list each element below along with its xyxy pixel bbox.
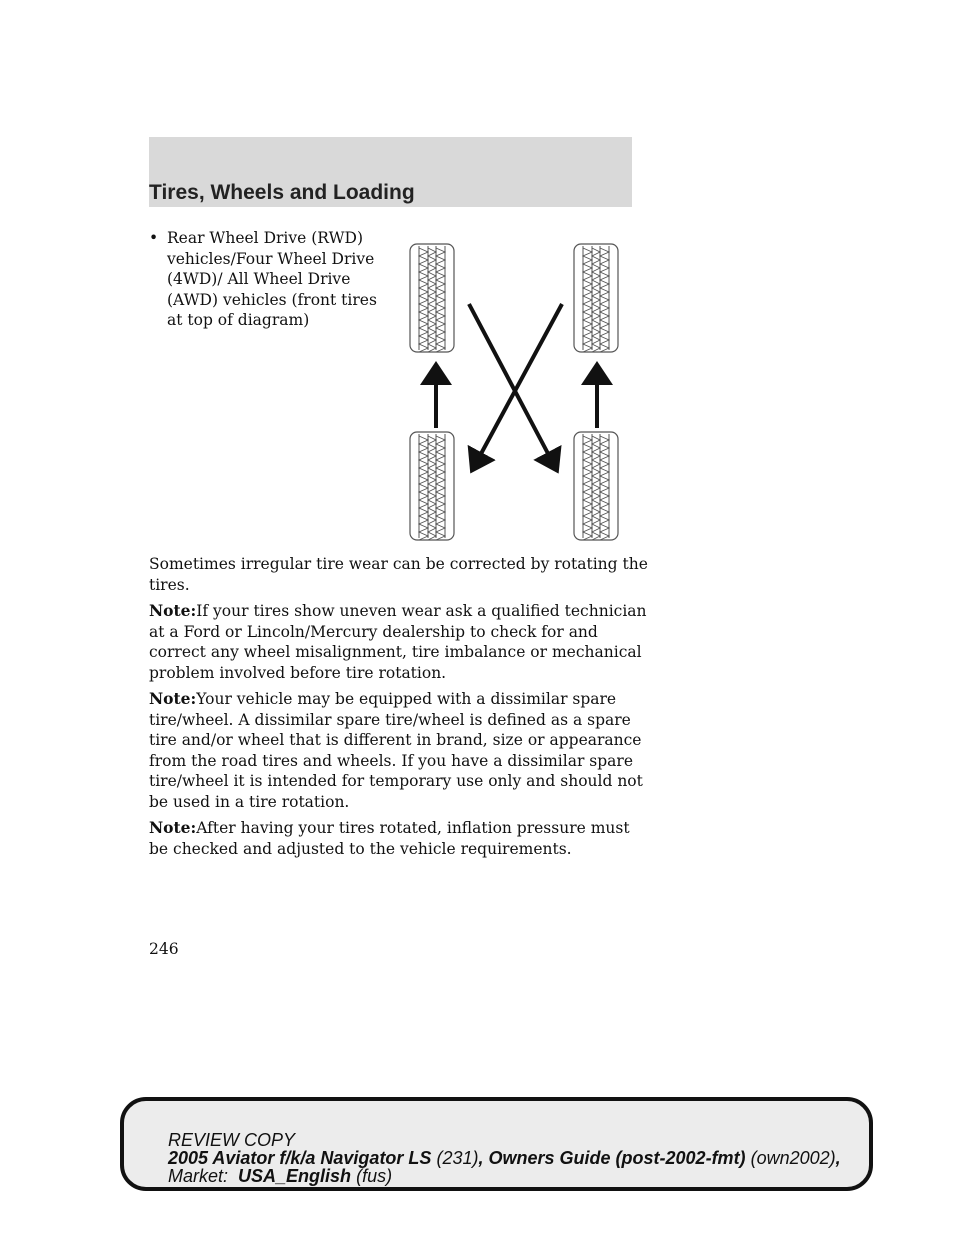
- review-label: REVIEW COPY: [168, 1130, 296, 1150]
- guide-code: (own2002): [750, 1148, 836, 1168]
- bullet-text: Rear Wheel Drive (RWD) vehicles/Four Wheel Drive (4WD)/ All Wheel Drive (AWD) vehicles (front tires at top of diagram): [167, 229, 377, 329]
- tire-rear-right-icon: [574, 432, 618, 540]
- note-text: If your tires show uneven wear ask a qualified technician at a Ford or Lincoln/Mercury dealership to check for and correct any wheel misalignment, tire imbalance or mechanical problem involved before tire rotation.: [149, 602, 647, 682]
- arrow-front-left-to-rear-right: [469, 304, 553, 463]
- market-code: (fus): [356, 1166, 393, 1186]
- note-label: Note:: [149, 818, 197, 837]
- arrow-front-right-to-rear-left: [476, 304, 562, 463]
- tire-front-left-icon: [410, 244, 454, 352]
- separator: ,: [835, 1148, 841, 1168]
- tire-front-right-icon: [574, 244, 618, 352]
- tire-rear-left-icon: [410, 432, 454, 540]
- note-paragraph: [149, 601, 649, 683]
- note-label: Note:: [149, 601, 197, 620]
- market-label: Market:: [168, 1166, 229, 1186]
- market-value: USA_English: [238, 1166, 352, 1186]
- note-paragraph: [149, 818, 649, 859]
- page-number: 246: [149, 940, 179, 958]
- bullet-marker: •: [149, 229, 159, 247]
- note-text: After having your tires rotated, inflation pressure must be checked and adjusted to the vehicle requirements.: [149, 819, 630, 858]
- note-text: Your vehicle may be equipped with a dissimilar spare tire/wheel. A dissimilar spare tire/wheel is defined as a spare tire and/or wheel that is different in brand, size or appearance from the road tires and wheels. If you have a dissimilar spare tire/wheel it is intended for temporary use only and should not be used in a tire rotation.: [149, 690, 643, 811]
- model-code: (231): [436, 1148, 479, 1168]
- section-title: Tires, Wheels and Loading: [149, 181, 415, 204]
- model-name: 2005 Aviator f/k/a Navigator LS: [168, 1148, 432, 1168]
- note-label: Note:: [149, 689, 197, 708]
- tire-rotation-diagram: [400, 238, 630, 548]
- section-header: [149, 137, 632, 207]
- paragraph: Sometimes irregular tire wear can be corrected by rotating the tires.: [149, 555, 648, 594]
- bullet-item: [149, 228, 389, 331]
- separator: ,: [478, 1148, 484, 1168]
- note-paragraph: [149, 689, 649, 812]
- review-copy-footer: [120, 1097, 873, 1191]
- guide-name: Owners Guide (post-2002-fmt): [488, 1148, 746, 1168]
- body-text: [149, 554, 649, 865]
